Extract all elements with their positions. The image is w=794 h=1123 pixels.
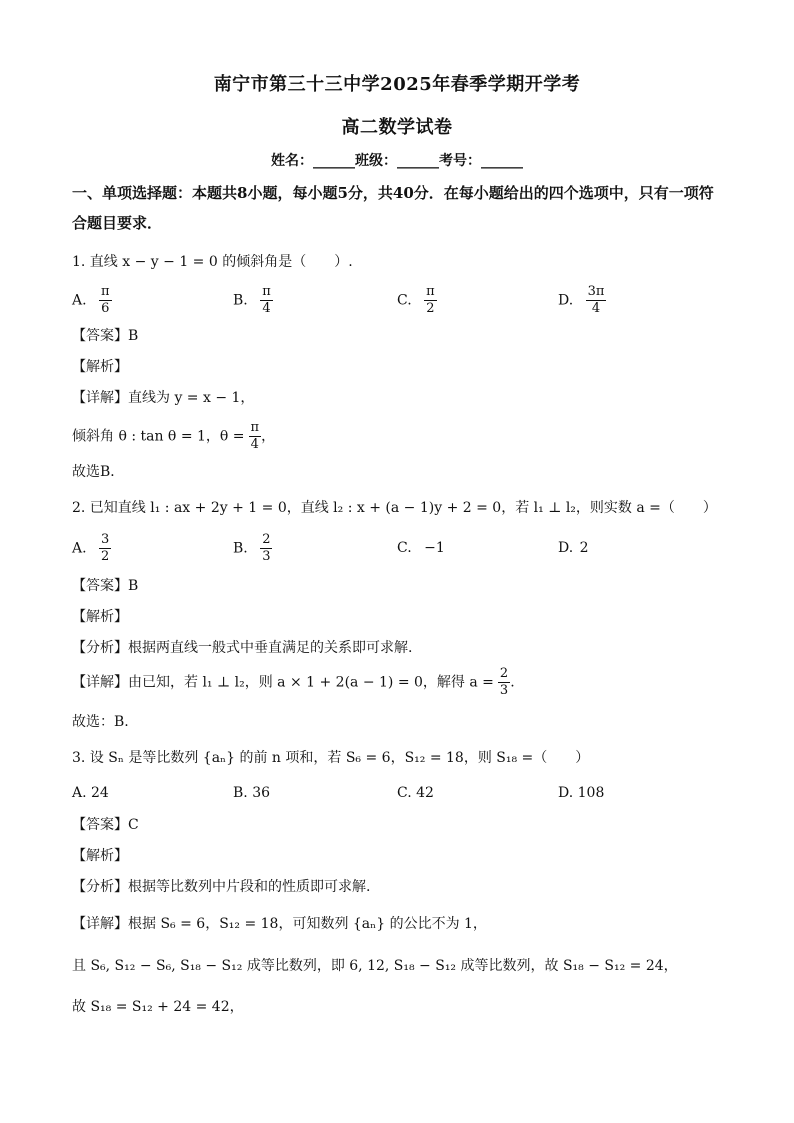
option-label: D.	[558, 540, 574, 556]
option-value: 2	[579, 540, 589, 556]
q1-option-a	[72, 284, 112, 317]
q2-option-d	[558, 540, 589, 556]
q1-detail-line-1: 【详解】直线为 y = x − 1，	[72, 390, 255, 406]
detail-text: ，	[261, 428, 276, 445]
section-heading: 一、单项选择题：本题共8小题，每小题5分，共40分．在每小题给出的四个选项中，只有一项符合题目要求．	[72, 184, 714, 232]
fraction-numerator: π	[101, 284, 110, 299]
option-label: A.	[72, 540, 87, 557]
q2-option-a	[72, 532, 111, 565]
fraction-denominator: 4	[262, 301, 271, 316]
fraction-denominator: 3	[499, 683, 509, 698]
q3-detail-line-3: 故 S₁₈ = S₁₂ + 24 = 42，	[72, 999, 244, 1015]
option-fraction	[99, 532, 111, 565]
q3-answer: 【答案】C	[72, 817, 139, 833]
fraction-numerator: 3π	[587, 284, 605, 299]
q2-detail	[72, 666, 515, 699]
option-fraction	[260, 532, 272, 565]
q3-option-b: B. 36	[233, 785, 271, 801]
fraction-denominator: 2	[101, 549, 110, 564]
detail-text: .	[510, 674, 515, 691]
q2-analysis: 【分析】根据两直线一般式中垂直满足的关系即可求解.	[72, 640, 413, 656]
option-fraction	[99, 284, 112, 317]
q1-answer: 【答案】B	[72, 328, 139, 344]
q1-option-b	[233, 284, 273, 317]
fraction-numerator: π	[426, 284, 435, 299]
fraction-numerator: 2	[499, 666, 509, 681]
q2-option-b	[233, 532, 272, 565]
fraction-numerator: 2	[262, 532, 271, 547]
option-value: −1	[424, 540, 445, 556]
exam-subtitle: 高二数学试卷	[341, 117, 453, 138]
q1-conclusion: 故选B．	[72, 464, 125, 480]
q1-option-d	[558, 284, 606, 317]
q2-conclusion: 故选：B.	[72, 714, 129, 730]
question-1-stem: 1. 直线 x − y − 1 = 0 的倾斜角是（ ）.	[72, 254, 353, 270]
option-fraction	[424, 284, 437, 317]
option-label: D.	[558, 292, 574, 309]
q3-option-d: D. 108	[558, 785, 605, 801]
q1-detail-line-2	[72, 420, 275, 453]
q1-option-c	[397, 284, 437, 317]
detail-fraction	[498, 666, 510, 699]
q2-analysis-tag: 【解析】	[72, 609, 128, 625]
option-label: B.	[233, 292, 248, 309]
fraction-denominator: 4	[591, 301, 601, 316]
fraction-denominator: 4	[250, 437, 259, 452]
q3-analysis: 【分析】根据等比数列中片段和的性质即可求解.	[72, 879, 371, 895]
exam-title: 南宁市第三十三中学2025年春季学期开学考	[213, 74, 581, 95]
q2-option-c	[397, 540, 445, 556]
fraction-denominator: 3	[262, 549, 271, 564]
option-fraction	[260, 284, 273, 317]
detail-text: 【详解】由已知，若 l₁ ⊥ l₂，则 a × 1 + 2(a − 1) = 0，解得 a =	[72, 674, 494, 691]
option-label: C.	[397, 292, 412, 309]
detail-fraction	[249, 420, 262, 453]
question-2-stem: 2. 已知直线 l₁ : ax + 2y + 1 = 0，直线 l₂ : x + (a − 1)y + 2 = 0，若 l₁ ⊥ l₂，则实数 a =（ ）	[72, 500, 717, 516]
option-label: A.	[72, 292, 87, 309]
fraction-numerator: π	[262, 284, 271, 299]
option-label: C.	[397, 540, 412, 556]
q3-option-c: C. 42	[397, 785, 434, 801]
q3-option-a: A. 24	[72, 785, 109, 801]
q3-detail-line-1: 【详解】根据 S₆ = 6，S₁₂ = 18，可知数列 {aₙ} 的公比不为 1，	[72, 916, 487, 932]
fraction-numerator: 3	[101, 532, 110, 547]
fraction-numerator: π	[250, 420, 260, 435]
option-fraction	[586, 284, 607, 317]
q3-detail-line-2: 且 S₆, S₁₂ − S₆, S₁₈ − S₁₂ 成等比数列，即 6, 12, S₁₈ − S₁₂ 成等比数列，故 S₁₈ − S₁₂ = 24，	[72, 958, 678, 974]
q1-analysis-tag: 【解析】	[72, 359, 128, 375]
question-3-stem: 3. 设 Sₙ 是等比数列 {aₙ} 的前 n 项和，若 S₆ = 6，S₁₂ = 18，则 S₁₈ =（ ）	[72, 750, 590, 766]
fraction-denominator: 6	[101, 301, 110, 316]
option-label: B.	[233, 540, 248, 557]
fraction-denominator: 2	[426, 301, 435, 316]
detail-text: 倾斜角 θ : tan θ = 1，θ =	[72, 428, 245, 445]
q2-answer: 【答案】B	[72, 578, 139, 594]
student-info-line: 姓名：______班级：______考号：______	[271, 153, 523, 169]
q3-analysis-tag: 【解析】	[72, 848, 128, 864]
